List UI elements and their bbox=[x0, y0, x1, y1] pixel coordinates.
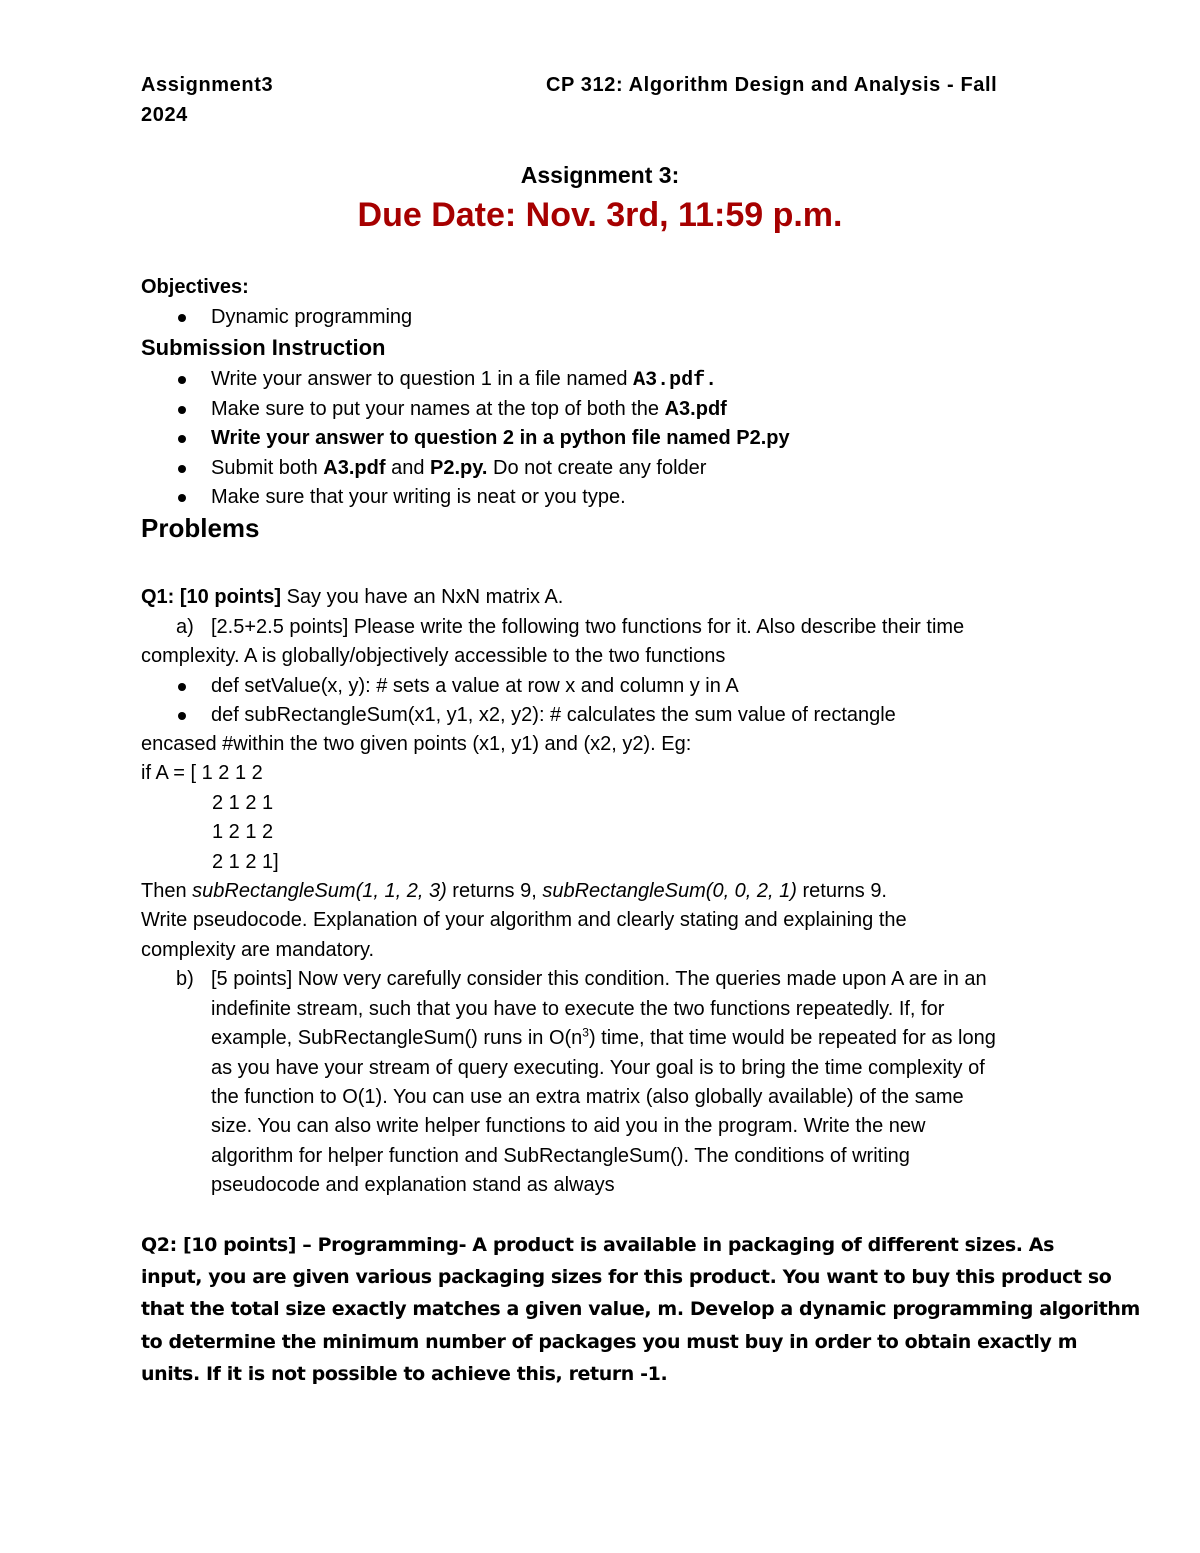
objective-item: Dynamic programming bbox=[211, 306, 413, 328]
header-course: CP 312: Algorithm Design and Analysis - Fall bbox=[546, 74, 998, 96]
q1-b-line2: indefinite stream, such that you have to execute the two functions repeatedly. If, for bbox=[211, 998, 945, 1020]
q1-returns-text-1: returns 9, bbox=[446, 880, 543, 902]
q1-label: Q1: [10 points] bbox=[141, 586, 282, 608]
q1-example-result bbox=[141, 877, 887, 907]
bullet-icon bbox=[178, 712, 186, 720]
submission-item-4 bbox=[211, 454, 706, 484]
q1-a-line1: [2.5+2.5 points] Please write the following two functions for it. Also describe their time bbox=[211, 616, 965, 638]
q1-b-line3-post: ) time, that time would be repeated for as long bbox=[588, 1027, 996, 1049]
q1-b-line3-pre: example, SubRectangleSum() runs in O(n bbox=[211, 1027, 583, 1049]
bullet-icon bbox=[178, 683, 186, 691]
submission-item-4-file-b: P2.py. bbox=[430, 457, 488, 479]
q1-func2-cont: encased #within the two given points (x1, y1) and (x2, y2). Eg: bbox=[141, 733, 692, 755]
submission-item-4-file-a: A3.pdf bbox=[323, 457, 386, 479]
q1-a-line2: complexity. A is globally/objectively accessible to the two functions bbox=[141, 645, 726, 667]
bullet-icon bbox=[178, 376, 186, 384]
submission-item-4-text-c: Do not create any folder bbox=[487, 457, 707, 479]
q1-func2: def subRectangleSum(x1, y1, x2, y2): # calculates the sum value of rectangle bbox=[211, 704, 896, 726]
bullet-icon bbox=[178, 494, 186, 502]
submission-item-1-file: A3.pdf. bbox=[633, 369, 718, 392]
submission-item-2-text: Make sure to put your names at the top of both the bbox=[211, 398, 665, 420]
q1-b-line3 bbox=[211, 1024, 996, 1054]
q1-b-line3-exponent: 3 bbox=[582, 1025, 589, 1040]
q2-line1: Q2: [10 points] – Programming- A product is available in packaging of different sizes. As bbox=[141, 1234, 1054, 1256]
matrix-row-1: if A = [ 1 2 1 2 bbox=[141, 762, 263, 784]
q1-intro-text: Say you have an NxN matrix A. bbox=[281, 586, 564, 608]
matrix-row-2: 2 1 2 1 bbox=[212, 792, 274, 814]
submission-item-1-text: Write your answer to question 1 in a file named bbox=[211, 368, 634, 390]
matrix-row-4: 2 1 2 1] bbox=[212, 851, 279, 873]
submission-item-1 bbox=[211, 365, 717, 396]
matrix-row-3: 1 2 1 2 bbox=[212, 821, 274, 843]
q1-pseudo-line2: complexity are mandatory. bbox=[141, 939, 375, 961]
q1-b-line4: as you have your stream of query executing. Your goal is to bring the time complexity of bbox=[211, 1057, 985, 1079]
submission-item-3: Write your answer to question 2 in a python file named P2.py bbox=[211, 427, 790, 449]
q1-b-line1: [5 points] Now very carefully consider this condition. The queries made upon A are in an bbox=[211, 968, 987, 990]
q1-func1: def setValue(x, y): # sets a value at row x and column y in A bbox=[211, 675, 739, 697]
submission-item-4-text-a: Submit both bbox=[211, 457, 324, 479]
objectives-heading: Objectives: bbox=[141, 276, 249, 298]
q2-line2: input, you are given various packaging sizes for this product. You want to buy this product so bbox=[141, 1266, 1112, 1288]
submission-item-4-text-b: and bbox=[385, 457, 430, 479]
q1-call-2: subRectangleSum(0, 0, 2, 1) bbox=[542, 880, 797, 902]
q2-line3: that the total size exactly matches a given value, m. Develop a dynamic programming algorithm bbox=[141, 1298, 1140, 1320]
q1-then-text: Then bbox=[141, 880, 193, 902]
bullet-icon bbox=[178, 465, 186, 473]
header-assignment: Assignment3 bbox=[141, 74, 274, 96]
submission-item-2-file: A3.pdf bbox=[664, 398, 727, 420]
q1-call-1: subRectangleSum(1, 1, 2, 3) bbox=[192, 880, 447, 902]
header-year: 2024 bbox=[141, 104, 188, 126]
q1-b-line6: size. You can also write helper functions to aid you in the program. Write the new bbox=[211, 1115, 926, 1137]
q1-returns-text-2: returns 9. bbox=[796, 880, 887, 902]
q1-pseudo-line1: Write pseudocode. Explanation of your algorithm and clearly stating and explaining the bbox=[141, 909, 907, 931]
q2-line5: units. If it is not possible to achieve this, return -1. bbox=[141, 1363, 668, 1385]
problems-heading: Problems bbox=[141, 513, 260, 543]
bullet-icon bbox=[178, 314, 186, 322]
q1-intro bbox=[141, 583, 563, 613]
page-title: Assignment 3: bbox=[520, 162, 680, 188]
q1-b-line5: the function to O(1). You can use an extra matrix (also globally available) of the same bbox=[211, 1086, 964, 1108]
q1-b-marker: b) bbox=[176, 968, 194, 990]
q2-line4: to determine the minimum number of packages you must buy in order to obtain exactly m bbox=[141, 1331, 1078, 1353]
bullet-icon bbox=[178, 435, 186, 443]
submission-heading: Submission Instruction bbox=[141, 335, 386, 360]
submission-item-5: Make sure that your writing is neat or you type. bbox=[211, 486, 626, 508]
bullet-icon bbox=[178, 406, 186, 414]
q1-b-line7: algorithm for helper function and SubRectangleSum(). The conditions of writing bbox=[211, 1145, 910, 1167]
q1-a-marker: a) bbox=[176, 616, 194, 638]
q1-b-line8: pseudocode and explanation stand as always bbox=[211, 1174, 615, 1196]
submission-item-2 bbox=[211, 395, 727, 425]
due-date: Due Date: Nov. 3rd, 11:59 p.m. bbox=[357, 196, 843, 234]
